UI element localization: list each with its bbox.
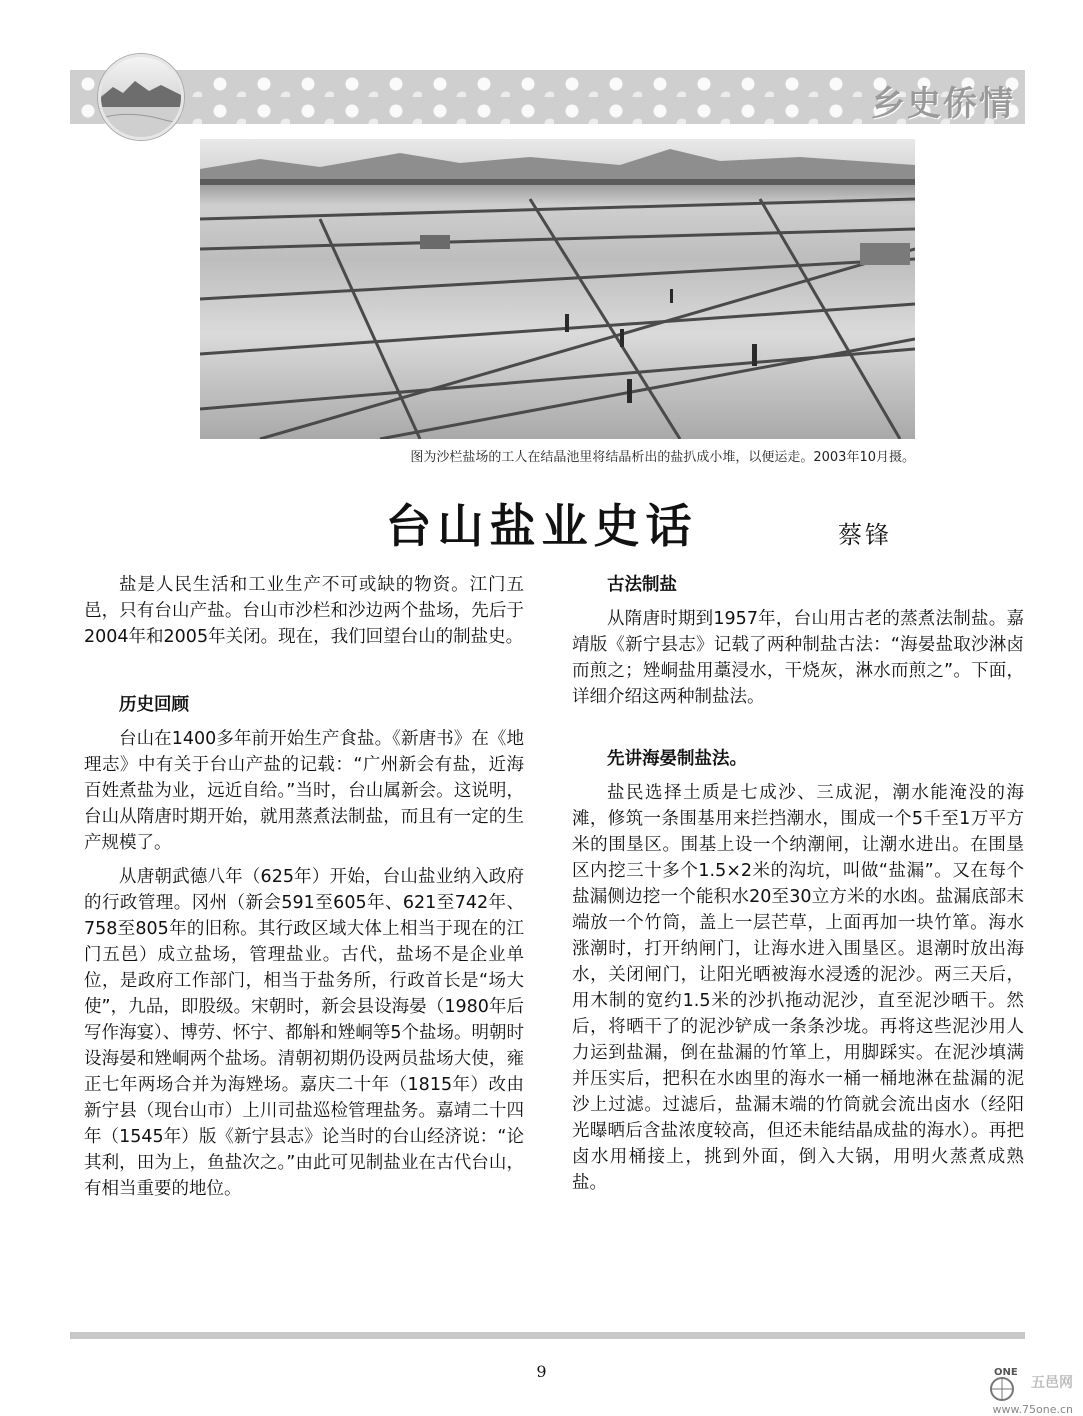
article-title: 台山盐业史话 bbox=[385, 499, 698, 553]
right-column bbox=[572, 572, 1024, 1196]
article-author: 蔡锋 bbox=[838, 521, 892, 549]
left-column bbox=[84, 572, 524, 1202]
watermark-text: 五邑网 bbox=[1031, 1375, 1073, 1391]
photo-caption: 图为沙栏盐场的工人在结晶池里将结晶析出的盐扒成小堆，以便运走。2003年10月摄。 bbox=[410, 450, 915, 465]
history-paragraph-1: 台山在1400多年前开始生产食盐。《新唐书》在《地理志》中有关于台山产盐的记载：“广州新会有盐，近海百姓煮盐为业，远近自给。”当时，台山属新会。这说明，台山从隋唐时期开始，就用蒸煮法制盐，而且有一定的生产规模了。 bbox=[84, 729, 524, 853]
history-paragraph-2: 从唐朝武德八年（625年）开始，台山盐业纳入政府的行政管理。冈州（新会591至605年、621至742年、758至805年的旧称。其行政区域大体上相当于现在的江门五邑）成立盐场，管理盐业。古代，盐场不是企业单位，是政府工作部门，相当于盐务所，行政首长是“场大使”，九品，即股级。宋朝时，新会县设海晏（1980年后写作海宴）、博劳、怀宁、都斛和矬峒等5个盐场。明朝时设海晏和矬峒两个盐场。清朝初期仍设两员盐场大使，雍正七年两场合并为海矬场。嘉庆二十年（1815年）改由新宁县（现台山市）上川司盐巡检管理盐务。嘉靖二十四年（1545年）版《新宁县志》论当时的台山经济说：“论其利，田为上，鱼盐次之。”由此可见制盐业在古代台山，有相当重要的地位。 bbox=[84, 867, 524, 1199]
salt-field-photo bbox=[200, 139, 915, 439]
site-watermark bbox=[982, 1365, 1074, 1416]
intro-paragraph: 盐是人民生活和工业生产不可或缺的物资。江门五邑，只有台山产盐。台山市沙栏和沙边两个盐场，先后于2004年和2005年关闭。现在，我们回望台山的制盐史。 bbox=[84, 575, 524, 647]
landscape-medallion-image bbox=[98, 54, 184, 140]
section-heading-haiyan-method: 先讲海晏制盐法。 bbox=[607, 749, 747, 769]
haiyan-method-paragraph: 盐民选择土质是七成沙、三成泥，潮水能淹没的海滩，修筑一条围基用来拦挡潮水，围成一个5千至1万平方米的围垦区。围基上设一个纳潮闸，让潮水进出。在围垦区内挖三十多个1.5×2米的沟坑，叫做“盐漏”。又在每个盐漏侧边挖一个能积水20至30立方米的水凼。盐漏底部末端放一个竹筒，盖上一层芒草，上面再加一块竹箪。海水涨潮时，打开纳闸门，让海水进入围垦区。退潮时放出海水，关闭闸门，让阳光晒被海水浸透的泥沙。两三天后，用木制的宽约1.5米的沙扒拖动泥沙，直至泥沙晒干。然后，将晒干了的泥沙铲成一条条沙垅。再将这些泥沙用人力运到盐漏，倒在盐漏的竹箪上，用脚踩实。在泥沙填满并压实后，把积在水凼里的海水一桶一桶地淋在盐漏的泥沙上过滤。过滤后，盐漏末端的竹筒就会流出卤水（经阳光曝晒后含盐浓度较高，但还未能结晶成盐的海水）。再把卤水用桶接上，挑到外面，倒入大锅，用明火蒸煮成熟盐。 bbox=[572, 783, 1024, 1193]
section-heading-ancient-method: 古法制盐 bbox=[607, 575, 677, 595]
globe-logo-icon bbox=[982, 1365, 1028, 1403]
section-title: 乡史侨情 bbox=[871, 84, 1015, 124]
watermark-url: www.75one.cn bbox=[992, 1403, 1073, 1416]
ancient-method-paragraph: 从隋唐时期到1957年，台山用古老的蒸煮法制盐。嘉靖版《新宁县志》记载了两种制盐古法：“海晏盐取沙淋卤而煎之；矬峒盐用藁浸水，干烧灰，淋水而煎之”。下面，详细介绍这两种制盐法。 bbox=[572, 609, 1024, 707]
footer-rule bbox=[70, 1332, 1025, 1339]
page-number: 9 bbox=[536, 1362, 547, 1381]
section-heading-history: 历史回顾 bbox=[119, 695, 189, 715]
section-banner bbox=[70, 70, 1025, 124]
watermark-logo-text: ONE bbox=[993, 1367, 1018, 1378]
